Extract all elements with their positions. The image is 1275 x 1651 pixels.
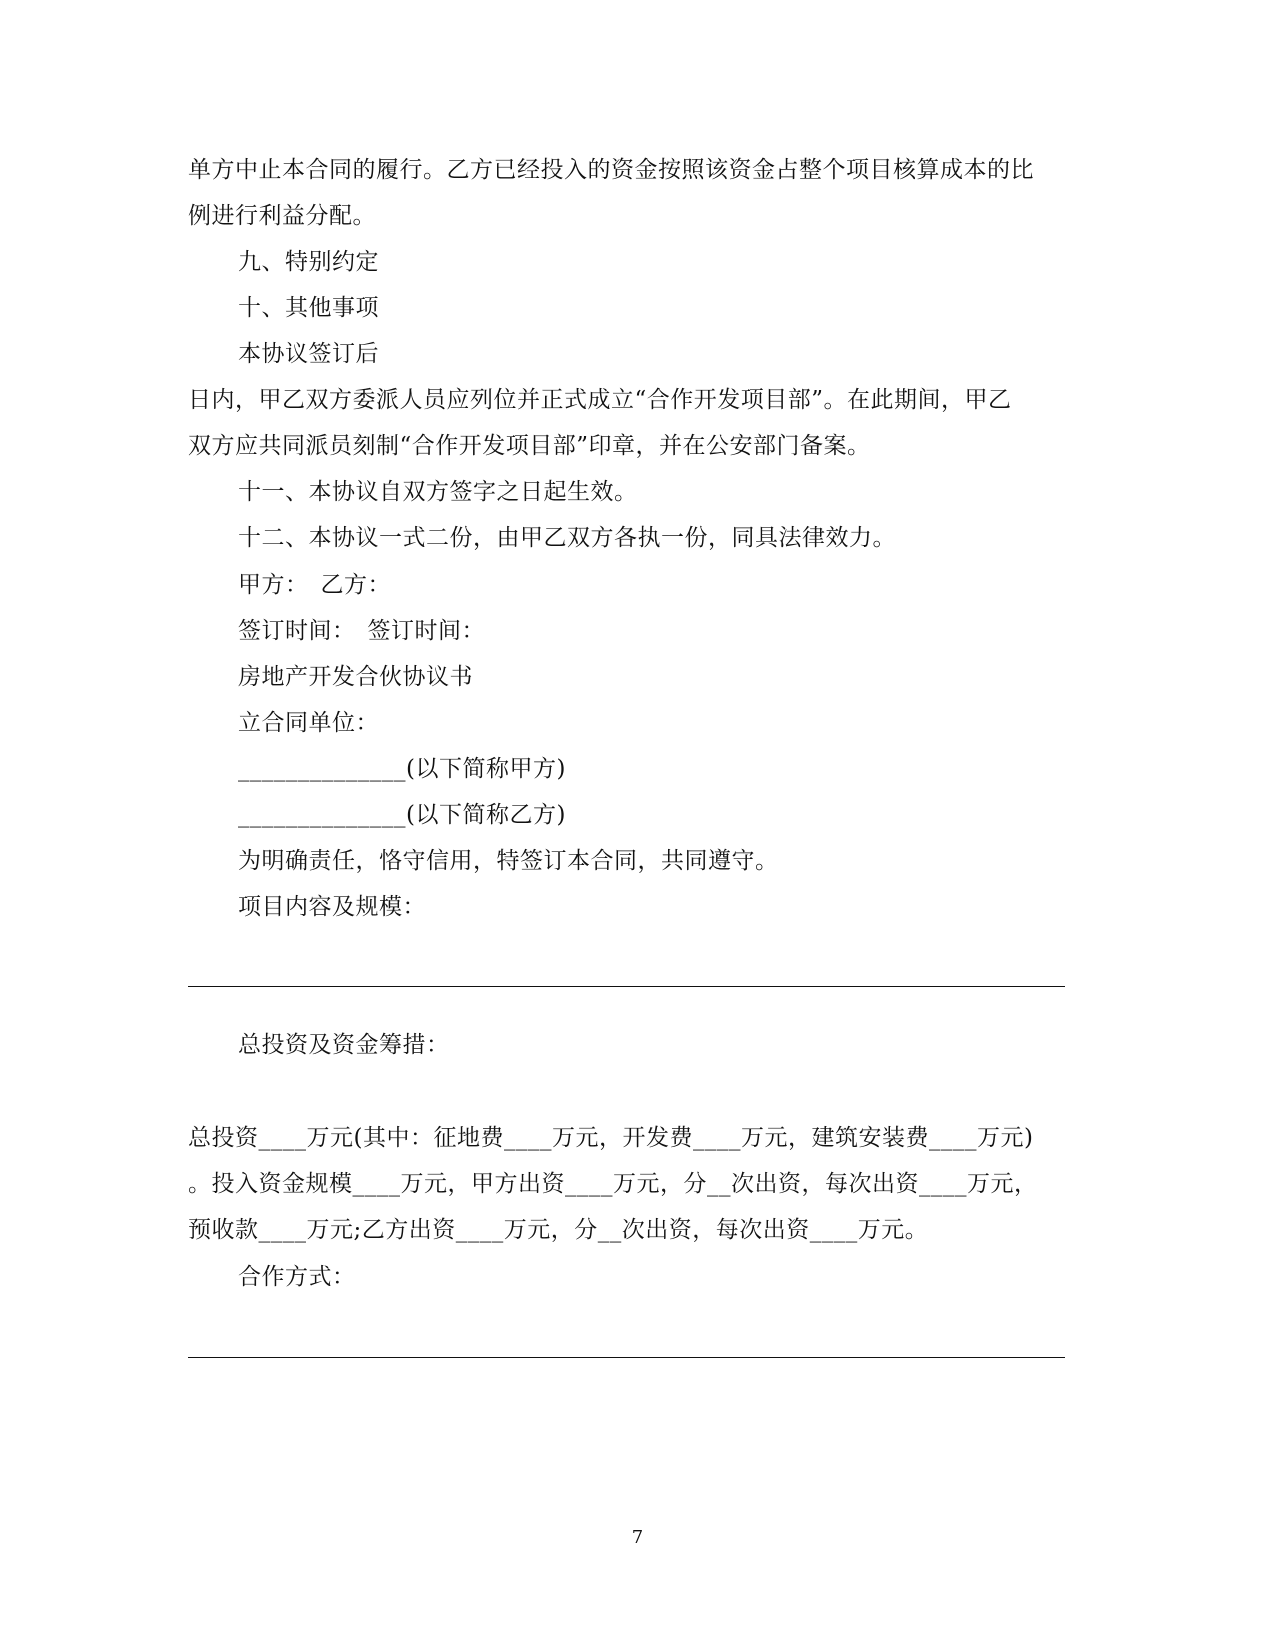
clause-line: 十二、本协议一式二份，由甲乙双方各执一份，同具法律效力。: [238, 525, 896, 551]
document-title: 房地产开发合伙协议书: [238, 664, 473, 690]
section-heading: 十、其他事项: [238, 295, 379, 321]
signing-date-labels: 签订时间： 签订时间：: [238, 618, 485, 644]
party-b-blank: ______________(以下简称乙方): [238, 802, 566, 828]
fill-in-rule: [188, 986, 1065, 987]
text-line: 预收款____万元;乙方出资____万元，分__次出资，每次出资____万元。: [188, 1217, 929, 1243]
text-line: 本协议签订后: [238, 341, 379, 367]
section-heading: 项目内容及规模：: [238, 894, 426, 920]
fill-in-rule: [188, 1357, 1065, 1358]
text-line: 双方应共同派员刻制“合作开发项目部”印章，并在公安部门备案。: [188, 433, 871, 459]
clause-line: 十一、本协议自双方签字之日起生效。: [238, 479, 638, 505]
text-line: 立合同单位：: [238, 710, 379, 736]
party-a-blank: ______________(以下简称甲方): [238, 756, 566, 782]
text-line: 日内，甲乙双方委派人员应列位并正式成立“合作开发项目部”。在此期间，甲乙: [188, 387, 1012, 413]
section-heading: 总投资及资金筹措：: [238, 1032, 450, 1058]
text-line: 总投资____万元(其中：征地费____万元，开发费____万元，建筑安装费____万元): [188, 1125, 1034, 1151]
text-line: 例进行利益分配。: [188, 203, 376, 229]
text-line: 为明确责任，恪守信用，特签订本合同，共同遵守。: [238, 848, 779, 874]
text-line: 单方中止本合同的履行。乙方已经投入的资金按照该资金占整个项目核算成本的比: [188, 157, 1034, 183]
section-heading: 合作方式：: [238, 1264, 356, 1290]
page-number: 7: [631, 1527, 644, 1548]
text-line: 。投入资金规模____万元，甲方出资____万元，分__次出资，每次出资____万元，: [188, 1171, 1038, 1197]
party-labels: 甲方： 乙方：: [238, 572, 391, 598]
section-heading: 九、特别约定: [238, 249, 379, 275]
